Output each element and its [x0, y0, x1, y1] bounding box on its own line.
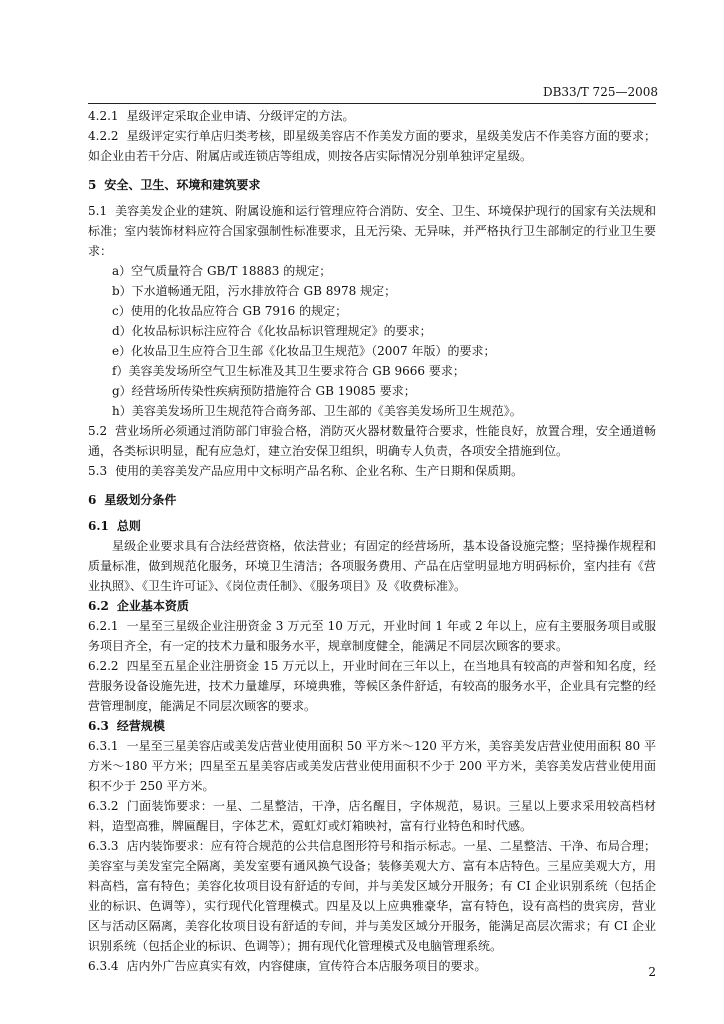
clause-6-2-heading: 6.2 企业基本资质 [88, 599, 189, 613]
list-item-b: b）下水道畅通无阻，污水排放符合 GB 8978 规定； [112, 284, 397, 298]
list-item-f: f）美容美发场所空气卫生标准及其卫生要求符合 GB 9666 要求； [112, 364, 465, 378]
clause-6-1-body: 星级企业要求具有合法经营资格，依法营业；有固定的经营场所，基本设备设施完整；坚持操作规程和质量标准，做到规范化服务，环境卫生清洁；各项服务费用、产品在店堂明显地方明码标价，室内挂有《营业执照》、《卫生许可证》、《岗位责任制》、《服务项目》及《收费标准》。 [88, 539, 656, 593]
clause-5-3: 5.3 使用的美容美发产品应用中文标明产品名称、企业名称、生产日期和保质期。 [88, 464, 524, 478]
clause-6-3-3: 6.3.3 店内装饰要求：应有符合规范的公共信息图形符号和指示标志。一星、二星整洁、干净、布局合理；美容室与美发室完全隔离，美发室要有通风换气设备；装修美观大方、富有本店特色。三星应美观大方，用料高档，富有特色；美容化妆项目设有舒适的专间，并与美发区域分开服务；有 CI 企业识别系统（包括企业的标识、色调等），实行现代化管理模式。四星及以上应典雅豪华，富有特色，设有高档的贵宾房，营业区与活动区隔离，美容化妆项目设有舒适的专间，并与美发区域分开服务，能满足高层次需求；有 CI 企业识别系统（包括企业的标识、色调等）；拥有现代化管理模式及电脑管理系统。 [88, 839, 656, 953]
list-item-d: d）化妆品标识标注应符合《化妆品标识管理规定》的要求； [112, 324, 432, 338]
list-item-a: a）空气质量符合 GB/T 18883 的规定； [112, 264, 332, 278]
clause-4-2-2: 4.2.2 星级评定实行单店归类考核，即星级美容店不作美发方面的要求，星级美发店不作美容方面的要求；如企业由若干分店、附属店或连锁店等组成，则按各店实际情况分别单独评定星级。 [88, 129, 656, 163]
clause-5-1: 5.1 美容美发企业的建筑、附属设施和运行管理应符合消防、安全、卫生、环境保护现行的国家有关法规和标准；室内装饰材料应符合国家强制性标准要求，且无污染、无异味，并严格执行卫生部制定的行业卫生要求： [88, 204, 656, 258]
list-item-c: c）使用的化妆品应符合 GB 7916 的规定； [112, 304, 348, 318]
clause-6-3-2: 6.3.2 门面装饰要求：一星、二星整洁，干净，店名醒目，字体规范，易识。三星以上要求采用较高档材料，造型高雅，牌匾醒目，字体艺术，霓虹灯或灯箱映衬，富有行业特色和时代感。 [88, 799, 656, 833]
standard-code: DB33/T 725—2008 [542, 85, 658, 99]
clause-6-3-1: 6.3.1 一星至三星美容店或美发店营业使用面积 50 平方米～120 平方米，美容美发店营业使用面积 80 平方米～180 平方米；四星至五星美容店或美发店营业使用面积不少于 200 平方米，美容美发店营业使用面积不少于 250 平方米。 [88, 739, 656, 793]
section-6-heading: 6 星级划分条件 [88, 493, 177, 507]
clause-6-2-1: 6.2.1 一星至三星级企业注册资金 3 万元至 10 万元，开业时间 1 年或 2 年以上，应有主要服务项目或服务项目齐全，有一定的技术力量和服务水平，规章制度健全，能满足不同层次顾客的要求。 [88, 619, 656, 653]
list-item-g: g）经营场所传染性疾病预防措施符合 GB 19085 要求； [112, 384, 416, 398]
section-5-heading: 5 安全、卫生、环境和建筑要求 [88, 178, 261, 192]
clause-6-2-2: 6.2.2 四星至五星企业注册资金 15 万元以上，开业时间在三年以上，在当地具有较高的声誉和知名度，经营服务设备设施先进，技术力量雄厚，环境典雅，等候区条件舒适，有较高的服务水平，企业具有完整的经营管理制度，能满足不同层次顾客的要求。 [88, 659, 656, 713]
header-divider [88, 103, 656, 104]
list-item-h: h）美容美发场所卫生规范符合商务部、卫生部的《美容美发场所卫生规范》。 [112, 404, 522, 418]
document-body [88, 106, 656, 976]
clause-6-1-heading: 6.1 总则 [88, 519, 141, 533]
list-item-e: e）化妆品卫生应符合卫生部《化妆品卫生规范》（2007 年版）的要求； [112, 344, 496, 358]
page-number: 2 [648, 965, 656, 979]
clause-5-2: 5.2 营业场所必须通过消防部门审验合格，消防灭火器材数量符合要求，性能良好，放置合理，安全通道畅通，各类标识明显，配有应急灯，建立治安保卫组织，明确专人负责，各项安全措施到位。 [88, 424, 656, 458]
clause-6-3-heading: 6.3 经营规模 [88, 719, 165, 733]
clause-6-3-4: 6.3.4 店内外广告应真实有效，内容健康，宣传符合本店服务项目的要求。 [88, 959, 487, 973]
clause-4-2-1: 4.2.1 星级评定采取企业申请、分级评定的方法。 [88, 109, 355, 123]
